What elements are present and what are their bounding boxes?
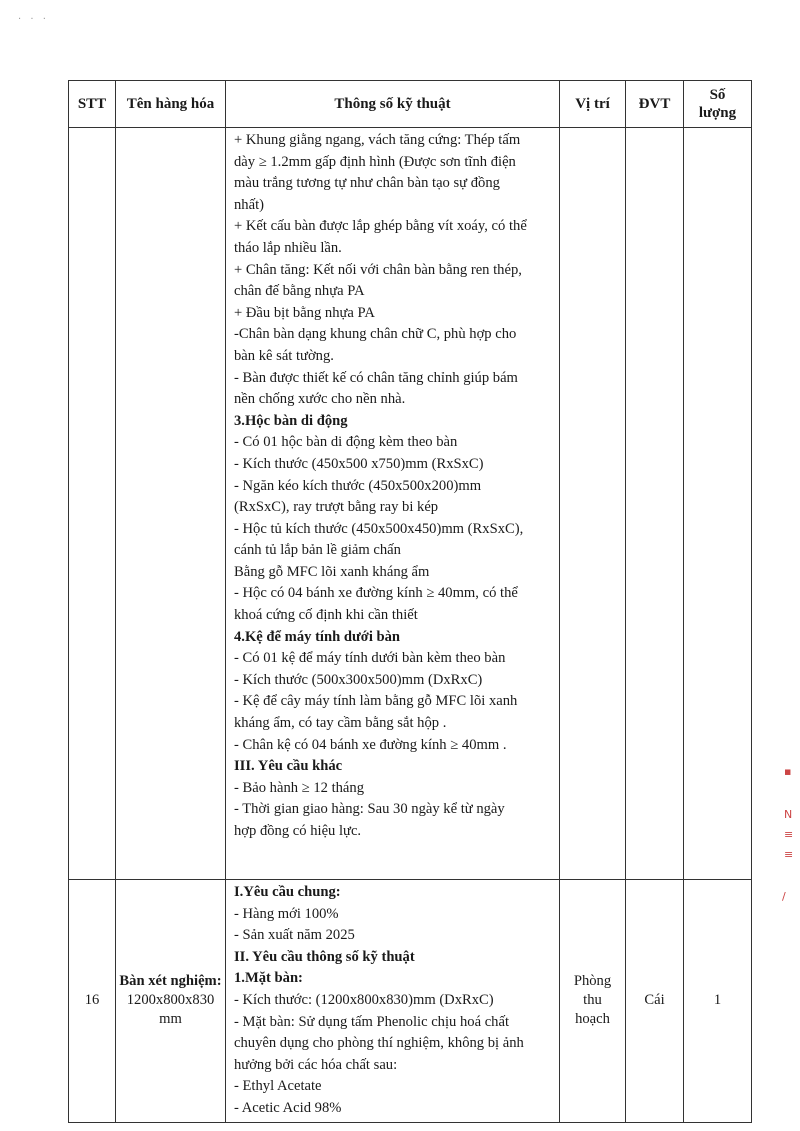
- cell-location: Phòng thu hoạch: [560, 880, 626, 1123]
- spec-line: chuyên dụng cho phòng thí nghiệm, không bị ảnh: [234, 1035, 524, 1052]
- spec-line: - Bàn được thiết kế có chân tăng chỉnh giúp bám: [234, 369, 518, 386]
- cell-name: [116, 880, 226, 1123]
- spec-heading: III. Yêu cầu khác: [234, 758, 343, 775]
- header-spec: Thông số kỹ thuật: [226, 81, 560, 128]
- header-unit: ĐVT: [626, 81, 684, 128]
- spec-line: - Có 01 kệ để máy tính dưới bàn kèm theo bàn: [234, 650, 506, 667]
- cell-qty: [684, 128, 752, 880]
- spec-line: nhất): [234, 196, 264, 213]
- spec-line: - Sản xuất năm 2025: [234, 927, 355, 944]
- cell-qty: 1: [684, 880, 752, 1123]
- item-name: Bàn xét nghiệm:: [119, 973, 222, 990]
- spec-line: + Chân tăng: Kết nối với chân bàn bằng ren thép,: [234, 261, 522, 278]
- margin-stamp-mark: /: [782, 890, 786, 903]
- spec-line: - Hàng mới 100%: [234, 905, 339, 922]
- spec-heading: 3.Hộc bàn di động: [234, 412, 348, 429]
- spec-line: kháng ẩm, có tay cầm bằng sắt hộp .: [234, 715, 447, 732]
- table-header-row: [69, 81, 752, 128]
- spec-line: hưởng bởi các hóa chất sau:: [234, 1056, 398, 1073]
- cell-stt: [69, 128, 116, 880]
- cell-unit: Cái: [626, 880, 684, 1123]
- spec-line: - Acetic Acid 98%: [234, 1099, 342, 1116]
- spec-line: hợp đồng có hiệu lực.: [234, 823, 362, 839]
- spec-line: bàn kê sát tường.: [234, 347, 334, 364]
- spec-line: dày ≥ 1.2mm gấp định hình (Được sơn tĩnh điện: [234, 153, 516, 170]
- spec-line: - Thời gian giao hàng: Sau 30 ngày kể từ ngày: [234, 801, 505, 818]
- cell-spec: [226, 880, 560, 1123]
- header-qty: Số lượng: [684, 81, 752, 128]
- spec-line: - Kệ để cây máy tính làm bằng gỗ MFC lõi xanh: [234, 693, 518, 710]
- cell-unit: [626, 128, 684, 880]
- spec-line: màu trắng tương tự như chân bàn tạo sự đồng: [234, 175, 500, 192]
- cell-location: [560, 128, 626, 880]
- item-dimensions: 1200x800x830 mm: [126, 992, 215, 1028]
- spec-heading: 1.Mặt bàn:: [234, 970, 303, 987]
- cell-spec-continued: [226, 128, 560, 880]
- spec-line: - Ngăn kéo kích thước (450x500x200)mm: [234, 477, 482, 494]
- margin-stamp-mark: ≡: [784, 828, 794, 841]
- spec-line: (RxSxC), ray trượt bằng ray bi kép: [234, 499, 439, 516]
- spec-line: - Kích thước: (1200x800x830)mm (DxRxC): [234, 991, 494, 1008]
- spec-line: chân đế bằng nhựa PA: [234, 283, 365, 300]
- spec-text-block: [234, 130, 553, 843]
- header-location: Vị trí: [560, 81, 626, 128]
- spec-line: - Chân kệ có 04 bánh xe đường kính ≥ 40mm .: [234, 736, 507, 753]
- spec-line: - Kích thước (500x300x500)mm (DxRxC): [234, 671, 483, 688]
- spec-line: nền chống xước cho nền nhà.: [234, 391, 406, 408]
- scan-speckle: · · ·: [18, 14, 49, 25]
- spec-text-block: [234, 882, 553, 1120]
- spec-line: - Hộc có 04 bánh xe đường kính ≥ 40mm, có thể: [234, 585, 518, 602]
- spec-line: - Ethyl Acetate: [234, 1078, 322, 1095]
- spec-line: -Chân bàn dạng khung chân chữ C, phù hợp cho: [234, 326, 517, 343]
- spec-line: + Đầu bịt bằng nhựa PA: [234, 304, 375, 321]
- cell-stt: 16: [69, 880, 116, 1123]
- header-stt: STT: [69, 81, 116, 128]
- spec-line: Bằng gỗ MFC lõi xanh kháng ẩm: [234, 563, 430, 580]
- spec-line: - Kích thước (450x500 x750)mm (RxSxC): [234, 455, 484, 472]
- spec-line: - Có 01 hộc bàn di động kèm theo bàn: [234, 434, 458, 451]
- spec-line: khoá cứng cố định khi cần thiết: [234, 607, 418, 624]
- spec-line: + Khung giằng ngang, vách tăng cứng: Thép tấm: [234, 132, 521, 148]
- table-row: [69, 880, 752, 1123]
- spec-line: - Mặt bàn: Sử dụng tấm Phenolic chịu hoá chất: [234, 1013, 510, 1030]
- header-name: Tên hàng hóa: [116, 81, 226, 128]
- cell-name: [116, 128, 226, 880]
- margin-stamp-mark: N: [784, 808, 793, 821]
- spec-line: - Hộc tủ kích thước (450x500x450)mm (RxSxC),: [234, 520, 524, 537]
- spec-heading: 4.Kệ để máy tính dưới bàn: [234, 628, 401, 645]
- margin-stamp-mark: ≡: [784, 848, 794, 861]
- spec-line: tháo lắp nhiều lần.: [234, 239, 342, 256]
- spec-heading: I.Yêu cầu chung:: [234, 884, 341, 900]
- margin-stamp-mark: ▪: [784, 765, 792, 778]
- table-row: [69, 128, 752, 880]
- spec-line: + Kết cấu bàn được lắp ghép bằng vít xoáy, có thể: [234, 218, 527, 235]
- spec-line: - Bảo hành ≥ 12 tháng: [234, 779, 365, 796]
- spec-heading: II. Yêu cầu thông số kỹ thuật: [234, 948, 415, 965]
- spec-table: [68, 80, 752, 1123]
- spec-line: cánh tủ lắp bản lề giảm chấn: [234, 542, 401, 559]
